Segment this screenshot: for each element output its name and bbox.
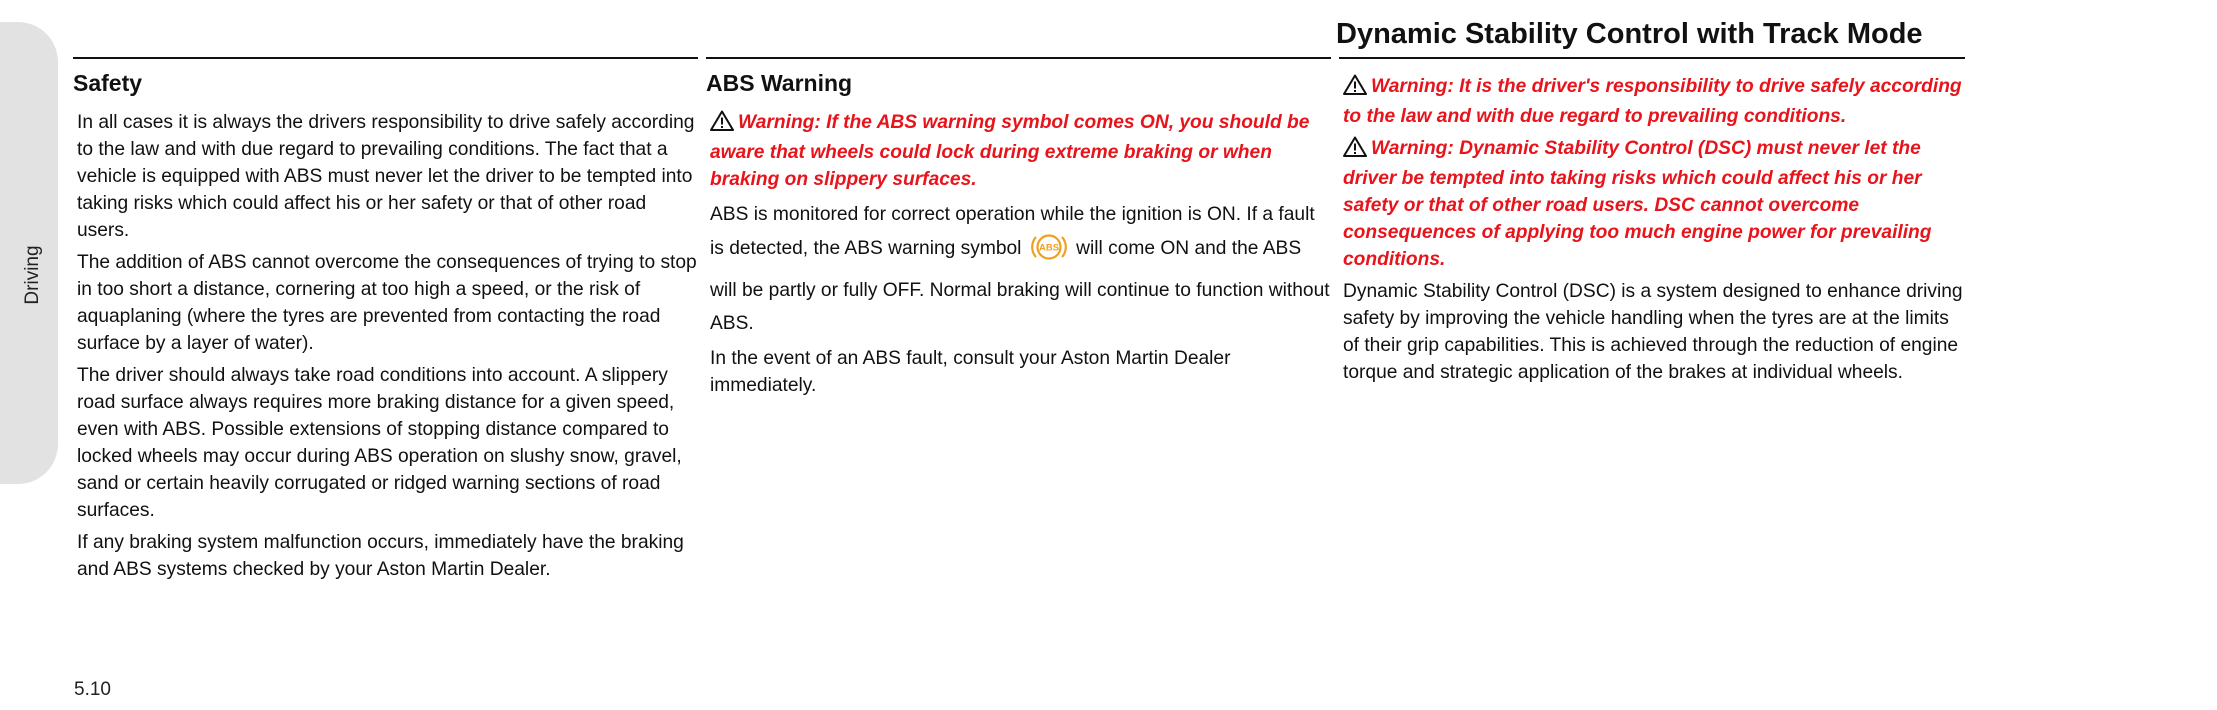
abs-warning-icon (1029, 231, 1069, 274)
abs-paragraph-text: ABS is monitored for correct operation while the ignition is ON. If a fault is detected, the ABS warning symbol (710, 204, 1315, 259)
safety-heading: Safety (73, 70, 143, 96)
warning-triangle-icon (710, 110, 734, 139)
side-tab-label: Driving (22, 245, 43, 305)
divider-rule (73, 57, 698, 59)
safety-paragraph: In all cases it is always the drivers responsibility to drive safely according to the law and with due regard to prevailing conditions. The fact that a vehicle is equipped with ABS must never let the driver to be tempted into taking risks which could affect his or her safety or that of other road users. (77, 112, 695, 241)
warning-triangle-icon (1343, 74, 1367, 103)
abs-paragraph (710, 198, 1331, 340)
safety-section (73, 70, 698, 588)
page-number: 5.10 (74, 679, 111, 700)
divider-rule (706, 57, 1331, 59)
dsc-section (1339, 73, 1965, 391)
abs-warning-text: Warning: If the ABS warning symbol comes ON, you should be aware that wheels could lock during extreme braking or when braking on slippery surfaces. (710, 112, 1310, 190)
safety-paragraph: If any braking system malfunction occurs, immediately have the braking and ABS systems checked by your Aston Martin Dealer. (77, 532, 684, 580)
divider-rule (1339, 57, 1965, 59)
warning-triangle-icon (1343, 136, 1367, 165)
abs-icon-label: ABS (1038, 242, 1059, 254)
safety-paragraph: The addition of ABS cannot overcome the consequences of trying to stop in too short a distance, cornering at too high a speed, or the risk of aquaplaning (where the tyres are prevented from contacting the road surface by a layer of water). (77, 252, 697, 354)
abs-warning-heading: ABS Warning (706, 70, 853, 96)
abs-paragraph: In the event of an ABS fault, consult your Aston Martin Dealer immediately. (710, 348, 1231, 396)
abs-paragraph-text: will come ON and the ABS will be partly or fully OFF. Normal braking will continue to function without ABS. (710, 238, 1330, 334)
dsc-warning-text: Warning: It is the driver's responsibility to drive safely according to the law and with due regard to prevailing conditions. (1343, 76, 1962, 127)
dsc-warning-note (1343, 135, 1965, 273)
abs-warning-note (710, 109, 1331, 193)
abs-warning-section (706, 70, 1331, 404)
dsc-warning-note (1343, 73, 1965, 130)
safety-paragraph: The driver should always take road conditions into account. A slippery road surface always requires more braking distance for a given speed, even with ABS. Possible extensions of stopping distance compared to locked wheels may occur during ABS operation on slushy snow, gravel, sand or certain heavily corrugated or ridged warning sections of road surfaces. (77, 365, 682, 521)
side-tab (0, 22, 58, 484)
page-title: Dynamic Stability Control with Track Mode (1336, 18, 1923, 50)
dsc-paragraph: Dynamic Stability Control (DSC) is a system designed to enhance driving safety by improving the vehicle handling when the tyres are at the limits of their grip capabilities. This is achieved through the reduction of engine torque and strategic application of the brakes at individual wheels. (1343, 281, 1963, 383)
dsc-warning-text: Warning: Dynamic Stability Control (DSC) must never let the driver be tempted into taking risks which could affect his or her safety or that of other road users. DSC cannot overcome consequences of applying too much engine power for prevailing conditions. (1343, 138, 1932, 270)
